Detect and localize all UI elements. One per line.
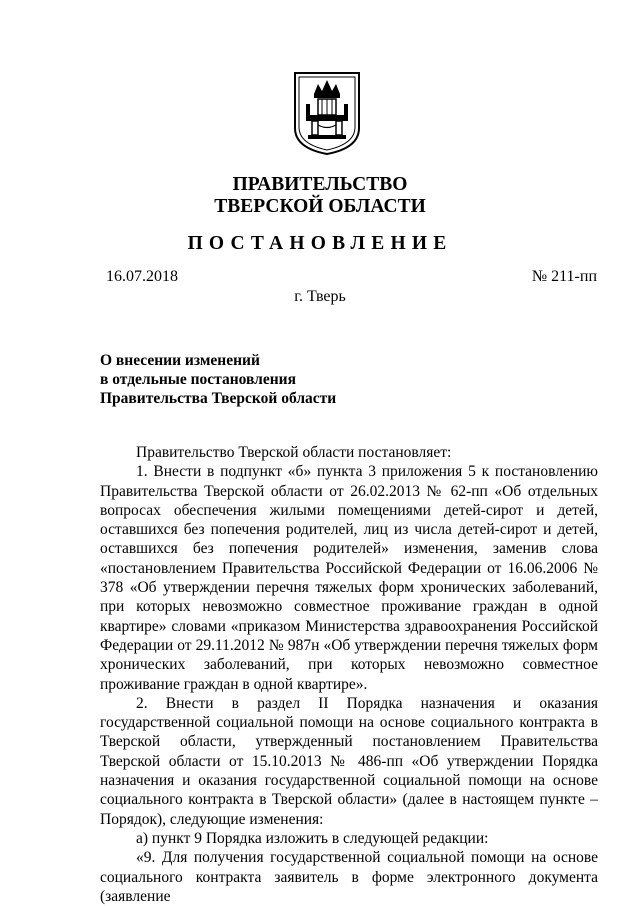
- government-title-line2: ТВЕРСКОЙ ОБЛАСТИ: [214, 196, 426, 217]
- tver-coat-of-arms-icon: [292, 70, 362, 156]
- body-paragraph-3: а) пункт 9 Порядка изложить в следующей редакции:: [136, 829, 489, 847]
- body-paragraph-1: 1. Внести в подпункт «б» пункта 3 приложения 5 к постановлению Правительства Тверской области от 26.02.2013 № 62-пп «Об отдельных вопросах обеспечения жилыми помещениями детей-сирот и детей, оставшихся без попечения родителей, лиц из числа детей-сирот и детей, оставшихся без попечения родителей» изменения, заменив слова «постановлением Правительства Российской Федерации от 16.06.2006 № 378 «Об утверждении перечня тяжелых форм хронических заболеваний, при которых невозможно совместное проживание граждан в одной квартире» словами «приказом Министерства здравоохранения Российской Федерации от 29.11.2012 № 987н «Об утверждении перечня тяжелых форм хронических заболеваний, при которых невозможно совместное проживание граждан в одной квартире».: [100, 463, 598, 693]
- body-paragraph-4: «9. Для получения государственной социальной помощи на основе социального контракта заявитель в форме электронного документа (заявление: [100, 849, 598, 905]
- document-subject: [100, 351, 336, 408]
- document-number: № 211-пп: [531, 268, 597, 285]
- document-type-title: ПОСТАНОВЛЕНИЕ: [187, 233, 453, 254]
- document-city: г. Тверь: [294, 288, 346, 305]
- subject-line: в отдельные постановления: [100, 371, 296, 388]
- subject-line: Правительства Тверской области: [100, 390, 337, 407]
- subject-line: О внесении изменений: [100, 352, 260, 369]
- document-body: [100, 443, 598, 906]
- document-date: 16.07.2018: [106, 268, 178, 285]
- body-intro: Правительство Тверской области постановляет:: [136, 444, 452, 461]
- body-paragraph-2: 2. Внести в раздел II Порядка назначения и оказания государственной социальной помощи на основе социального контракта в Тверской области, утвержденный постановлением Правительства Тверской области от 15.10.2013 № 486-пп «Об утверждении Порядка назначения и оказания государственной социальной помощи на основе социального контракта в Тверской области» (далее в настоящем пункте – Порядок), следующие изменения:: [100, 694, 598, 828]
- government-title-line1: ПРАВИТЕЛЬСТВО: [232, 174, 408, 195]
